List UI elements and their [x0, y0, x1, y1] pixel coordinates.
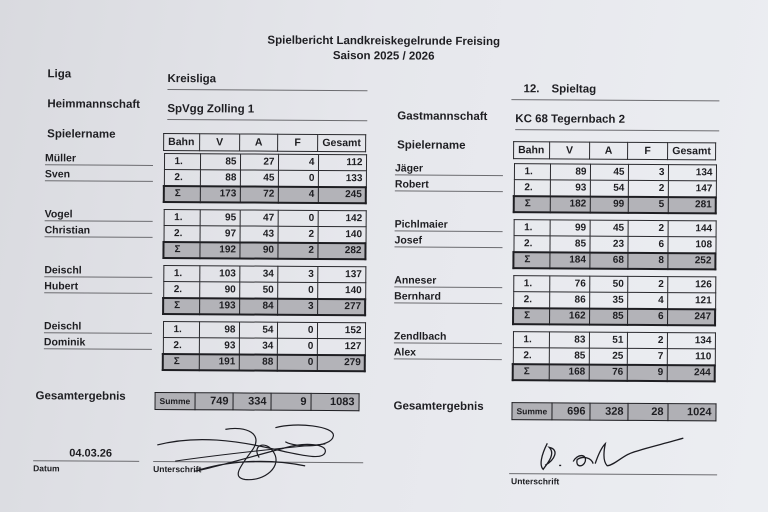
lane-row	[514, 164, 716, 181]
score-v: 85	[549, 348, 589, 364]
home-total-row	[154, 392, 359, 411]
home-player-3-firstname: Hubert	[44, 280, 152, 294]
score-v: 182	[550, 196, 590, 212]
home-spielername-label: Spielername	[47, 128, 116, 141]
score-f: 4	[278, 154, 318, 170]
score-f: 3	[628, 164, 668, 180]
sum-symbol: Σ	[163, 354, 199, 370]
guest-column-header	[513, 141, 716, 160]
score-v: 89	[550, 164, 590, 180]
sum-symbol: Σ	[164, 186, 200, 202]
guest-gesamt-label: Gesamtergebnis	[393, 400, 484, 413]
sum-row	[513, 308, 715, 325]
sum-row	[514, 196, 716, 213]
score-a: 90	[239, 242, 277, 258]
score-v: 76	[549, 276, 589, 292]
score-f: 0	[277, 354, 317, 370]
gast-value: KC 68 Tegernbach 2	[515, 113, 719, 131]
col-bahn: Bahn	[514, 142, 550, 159]
col-v: V	[200, 134, 240, 151]
score-gesamt: 144	[668, 221, 716, 237]
lane-label: 1.	[514, 220, 550, 236]
score-v: 162	[549, 308, 589, 324]
guest-player-3-surname: Anneser	[394, 274, 502, 288]
lane-row	[513, 332, 715, 349]
score-a: 34	[239, 338, 277, 354]
col-bahn: Bahn	[164, 134, 200, 151]
score-a: 85	[589, 308, 627, 324]
score-f: 2	[628, 220, 668, 236]
score-a: 43	[240, 226, 278, 242]
lane-row	[514, 180, 716, 197]
score-v: 97	[200, 226, 240, 242]
col-f: F	[628, 142, 668, 159]
score-gesamt: 247	[667, 309, 715, 325]
lane-label: 2.	[163, 282, 199, 298]
score-f: 6	[627, 308, 667, 324]
spieltag-label: Spieltag	[551, 83, 597, 96]
score-f: 2	[627, 276, 667, 292]
guest-player-3-firstname: Bernhard	[394, 290, 502, 304]
home-total-a: 334	[233, 393, 271, 410]
guest-total-row	[511, 402, 716, 421]
score-f: 2	[628, 180, 668, 196]
lane-label: 2.	[513, 236, 549, 252]
guest-player-2-scores	[512, 219, 716, 270]
guest-total-a: 328	[590, 403, 628, 420]
score-v: 184	[549, 252, 589, 268]
home-player-3-surname: Deischl	[44, 264, 152, 278]
col-gesamt: Gesamt	[318, 134, 366, 151]
lane-label: 1.	[163, 322, 199, 338]
score-f: 4	[627, 292, 667, 308]
guest-player-4-scores	[512, 331, 716, 382]
score-a: 45	[590, 220, 628, 236]
guest-player-1-surname: Jäger	[395, 162, 503, 176]
lane-label: 2.	[514, 180, 550, 196]
sum-row	[163, 298, 365, 315]
date-value: 04.03.26	[69, 447, 113, 460]
guest-total-gesamt: 1024	[668, 404, 716, 421]
guest-player-3-scores	[512, 275, 716, 326]
score-v: 83	[549, 332, 589, 348]
score-f: 2	[627, 332, 667, 348]
sum-symbol: Σ	[513, 252, 549, 268]
score-gesamt: 134	[668, 165, 716, 181]
score-gesamt: 252	[667, 253, 715, 269]
lane-label: 2.	[513, 348, 549, 364]
score-f: 8	[627, 252, 667, 268]
score-a: 68	[589, 252, 627, 268]
heim-value: SpVgg Zolling 1	[167, 103, 367, 121]
sum-row	[513, 364, 715, 381]
guest-player-1-scores	[513, 163, 717, 214]
home-total-f: 9	[271, 393, 311, 410]
score-f: 0	[277, 282, 317, 298]
lane-label: 1.	[164, 210, 200, 226]
score-gesamt: 110	[667, 349, 715, 365]
score-a: 47	[240, 210, 278, 226]
home-player-1-surname: Müller	[45, 152, 153, 166]
score-v: 103	[199, 266, 239, 282]
home-player-1-scores	[163, 153, 367, 204]
home-player-4-surname: Deischl	[44, 320, 152, 334]
score-a: 99	[590, 196, 628, 212]
lane-row	[163, 338, 365, 355]
guest-spielername-label: Spielername	[397, 139, 466, 152]
sum-symbol: Σ	[513, 308, 549, 324]
home-gesamt-label: Gesamtergebnis	[35, 390, 126, 403]
score-a: 45	[590, 164, 628, 180]
lane-label: 2.	[513, 292, 549, 308]
lane-row	[513, 276, 715, 293]
spieltag-number: 12.	[523, 83, 540, 96]
score-f: 0	[277, 322, 317, 338]
score-gesamt: 127	[317, 338, 365, 354]
guest-player-2-surname: Pichlmaier	[395, 218, 503, 232]
score-f: 7	[627, 348, 667, 364]
guest-player-2-firstname: Josef	[394, 234, 502, 248]
lane-row	[513, 348, 715, 365]
score-gesamt: 112	[318, 154, 366, 170]
score-f: 0	[277, 338, 317, 354]
date-underline	[33, 460, 139, 462]
score-a: 50	[589, 276, 627, 292]
lane-label: 2.	[164, 170, 200, 186]
score-gesamt: 134	[667, 333, 715, 349]
score-gesamt: 121	[667, 293, 715, 309]
home-total-gesamt: 1083	[311, 393, 359, 410]
score-a: 72	[240, 186, 278, 202]
lane-label: 1.	[513, 332, 549, 348]
score-v: 191	[199, 354, 239, 370]
score-f: 6	[627, 236, 667, 252]
score-v: 90	[199, 282, 239, 298]
score-gesamt: 152	[317, 322, 365, 338]
score-a: 23	[589, 236, 627, 252]
score-gesamt: 108	[667, 237, 715, 253]
guest-total-v: 696	[552, 403, 590, 420]
score-v: 85	[549, 236, 589, 252]
score-a: 88	[239, 354, 277, 370]
score-gesamt: 244	[667, 365, 715, 381]
liga-label: Liga	[47, 68, 72, 81]
score-gesamt: 147	[668, 181, 716, 197]
score-f: 2	[277, 242, 317, 258]
home-total-v: 749	[195, 393, 233, 410]
score-gesamt: 279	[317, 354, 365, 370]
score-gesamt: 245	[318, 186, 366, 202]
season-title: Saison 2025 / 2026	[332, 50, 435, 63]
home-player-2-firstname: Christian	[45, 224, 153, 238]
guest-player-4-surname: Zendlbach	[394, 330, 502, 344]
lane-row	[513, 236, 715, 253]
score-gesamt: 126	[667, 277, 715, 293]
lane-row	[163, 322, 365, 339]
datum-label: Datum	[33, 463, 60, 474]
liga-value: Kreisliga	[167, 73, 367, 91]
score-f: 0	[278, 210, 318, 226]
score-a: 45	[240, 170, 278, 186]
home-player-2-scores	[162, 209, 366, 260]
sum-row	[163, 354, 365, 371]
score-a: 54	[239, 322, 277, 338]
lane-label: 1.	[514, 164, 550, 180]
score-a: 50	[239, 282, 277, 298]
col-v: V	[550, 142, 590, 159]
sum-symbol: Σ	[513, 364, 549, 380]
col-f: F	[278, 134, 318, 151]
home-player-1-firstname: Sven	[45, 168, 153, 182]
spieltag-underline	[511, 99, 719, 101]
home-player-4-scores	[162, 321, 366, 372]
guest-signature	[533, 435, 693, 476]
sheet-title: Spielbericht Landkreiskegelrunde Freising	[267, 34, 501, 49]
score-f: 2	[278, 226, 318, 242]
col-a: A	[590, 142, 628, 159]
score-f: 5	[628, 196, 668, 212]
lane-row	[164, 210, 366, 227]
score-gesamt: 277	[317, 298, 365, 314]
score-a: 76	[589, 364, 627, 380]
score-v: 85	[200, 154, 240, 170]
guest-unterschrift-label: Unterschrift	[511, 476, 560, 487]
score-gesamt: 140	[318, 226, 366, 242]
score-gesamt: 281	[668, 197, 716, 213]
lane-label: 1.	[163, 266, 199, 282]
score-v: 192	[199, 242, 239, 258]
home-unterschrift-label: Unterschrift	[153, 463, 202, 475]
lane-label: 1.	[513, 276, 549, 292]
sum-symbol: Σ	[163, 242, 199, 258]
score-v: 98	[199, 322, 239, 338]
score-a: 34	[239, 266, 277, 282]
score-v: 193	[199, 298, 239, 314]
sum-symbol: Σ	[514, 196, 550, 212]
score-a: 35	[589, 292, 627, 308]
guest-player-4-firstname: Alex	[394, 346, 502, 360]
lane-row	[164, 170, 366, 187]
score-f: 3	[277, 298, 317, 314]
lane-label: 1.	[164, 154, 200, 170]
lane-row	[164, 226, 366, 243]
summe-label: Summe	[155, 392, 195, 409]
sum-row	[163, 242, 365, 259]
home-player-4-firstname: Dominik	[44, 336, 152, 350]
guest-total-f: 28	[628, 403, 668, 420]
home-player-3-scores	[162, 265, 366, 316]
score-gesamt: 140	[317, 282, 365, 298]
score-f: 9	[627, 364, 667, 380]
sum-row	[513, 252, 715, 269]
score-a: 54	[590, 180, 628, 196]
summe-label: Summe	[512, 403, 552, 420]
score-v: 95	[200, 210, 240, 226]
lane-row	[163, 282, 365, 299]
lane-label: 2.	[164, 226, 200, 242]
score-f: 4	[278, 186, 318, 202]
score-v: 99	[550, 220, 590, 236]
home-column-header	[163, 133, 366, 152]
score-v: 173	[200, 186, 240, 202]
score-v: 168	[549, 364, 589, 380]
col-a: A	[240, 134, 278, 151]
score-f: 0	[278, 170, 318, 186]
score-f: 3	[277, 266, 317, 282]
lane-row	[513, 292, 715, 309]
score-v: 93	[550, 180, 590, 196]
lane-row	[163, 266, 365, 283]
lane-row	[164, 154, 366, 171]
home-signature	[155, 421, 345, 482]
score-gesamt: 142	[318, 210, 366, 226]
gast-label: Gastmannschaft	[397, 110, 488, 123]
heim-label: Heimmannschaft	[47, 98, 141, 111]
score-a: 84	[239, 298, 277, 314]
score-a: 25	[589, 348, 627, 364]
score-gesamt: 133	[318, 170, 366, 186]
lane-row	[514, 220, 716, 237]
score-a: 27	[240, 154, 278, 170]
score-gesamt: 282	[317, 242, 365, 258]
score-v: 93	[199, 338, 239, 354]
col-gesamt: Gesamt	[668, 143, 716, 160]
sum-symbol: Σ	[163, 298, 199, 314]
home-player-2-surname: Vogel	[45, 208, 153, 222]
sum-row	[164, 186, 366, 203]
lane-label: 2.	[163, 338, 199, 354]
score-v: 88	[200, 170, 240, 186]
score-a: 51	[589, 332, 627, 348]
score-gesamt: 137	[317, 266, 365, 282]
guest-player-1-firstname: Robert	[395, 178, 503, 192]
score-v: 86	[549, 292, 589, 308]
